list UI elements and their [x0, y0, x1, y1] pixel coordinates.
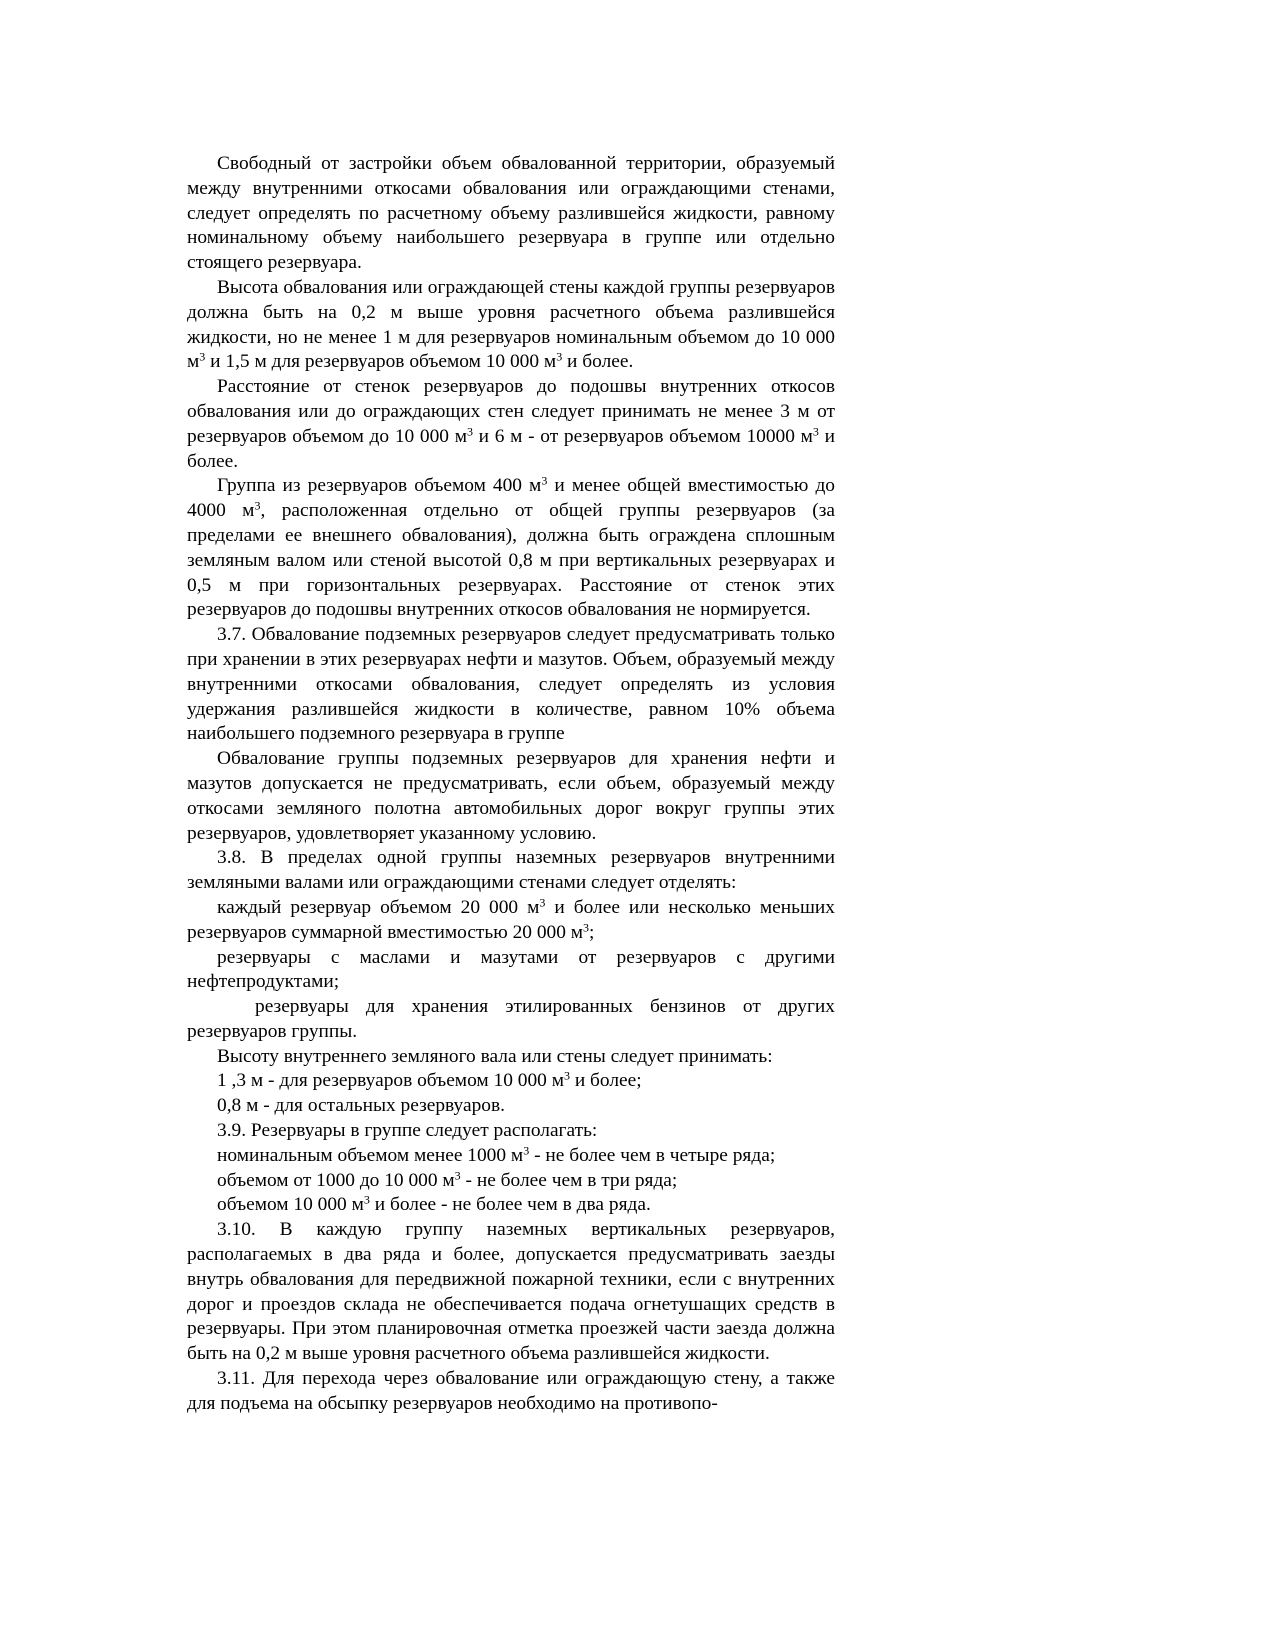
paragraph-underground-exemption: Обвалование группы подземных резервуаров для хранения нефти и мазутов допускается не предусматривать, если объем, образуемый между откосами земляного полотна автомобильных дорог вокруг группы этих резервуаров, удовлетворяет указанному условию. — [187, 748, 835, 844]
paragraph-section-3-11: 3.11. Для перехода через обвалование или ограждающую стену, а также для подъема на обсыпку резервуаров необходимо на противопо- — [187, 1368, 835, 1414]
superscript: 3 — [563, 1068, 570, 1083]
paragraph-section-3-8: 3.8. В пределах одной группы наземных резервуаров внутренними земляными валами или ограждающими стенами следует отделять: — [187, 847, 835, 894]
paragraph-wall-height-large: 1 ,3 м - для резервуаров объемом 10 000 $м^3$ и более; — [217, 1068, 642, 1092]
paragraph-wall-height-intro: Высоту внутреннего земляного вала или стены следует принимать: — [217, 1045, 773, 1067]
document-body — [187, 152, 835, 1417]
superscript: 3 — [556, 349, 563, 364]
paragraph-rows-three: объемом от 1000 до 10 000 $м^3$ - не более чем в три ряда; — [217, 1168, 678, 1191]
paragraph-embankment-height: Высота обвалования или ограждающей стены каждой группы резервуаров должна быть на 0,2 м выше уровня расчетного объема разлившейся жидкости, но не менее 1 м для резервуаров номинальным объемом до 10 000 $м^3$ и 1,5 м для резервуаров объемом 10 000 $м^3$ и более. — [187, 276, 835, 373]
paragraph-item-oil-tanks: резервуары с маслами и мазутами от резервуаров с другими нефтепродуктами; — [187, 946, 835, 993]
superscript: 3 — [812, 424, 819, 439]
paragraph-small-tank-group: Группа из резервуаров объемом 400 $м^3$ и менее общей вместимостью до 4000 $м^3$, расположенная отдельно от общей группы резервуаров (за пределами ее внешнего обвалования), должна быть ограждена сплошным земляным валом или стеной высотой 0,8 м при вертикальных резервуарах и 0,5 м при горизонтальных резервуарах. Расстояние от стенок этих резервуаров до подошвы внутренних откосов обвалования не нормируется. — [187, 473, 836, 621]
superscript: 3 — [539, 895, 546, 910]
superscript: 3 — [199, 349, 206, 364]
paragraph-rows-four: номинальным объемом менее 1000 $м^3$ - не более чем в четыре ряда; — [217, 1143, 776, 1166]
paragraph-rows-two: объемом 10 000 $м^3$ и более - не более чем в два ряда. — [217, 1192, 651, 1216]
paragraph-section-3-10: 3.10. В каждую группу наземных вертикальных резервуаров, располагаемых в два ряда и более, допускается предусматривать заезды внутрь обвалования для передвижной пожарной техники, если с внутренних дорог и проездов склада не обеспечивается подача огнетушащих средств в резервуары. При этом планировочная отметка проезжей части заезда должна быть на 0,2 м выше уровня расчетного объема разлившейся жидкости. — [187, 1219, 835, 1365]
superscript: 3 — [454, 1168, 461, 1183]
paragraph-wall-height-other: 0,8 м - для остальных резервуаров. — [217, 1095, 505, 1117]
superscript: 3 — [466, 424, 473, 439]
paragraph-section-3-7: 3.7. Обвалование подземных резервуаров следует предусматривать только при хранении в этих резервуарах нефти и мазутов. Объем, образуемый между внутренними откосами обвалования, следует определять из условия удержания разлившейся жидкости в количестве, равном 10% объема наибольшего подземного резервуара в группе — [187, 624, 835, 745]
superscript: 3 — [363, 1192, 370, 1207]
paragraph-tank-distance: Расстояние от стенок резервуаров до подошвы внутренних откосов обвалования или до ограждающих стен следует принимать не менее 3 м от резервуаров объемом до 10 000 $м^3$ и 6 м - от резервуаров объемом 10000 $м^3$ и более. — [187, 376, 835, 472]
superscript: 3 — [583, 920, 590, 935]
paragraph-section-3-9: 3.9. Резервуары в группе следует располагать: — [217, 1120, 598, 1142]
paragraph-item-leaded-gasoline: резервуары для хранения этилированных бензинов от других резервуаров группы. — [187, 996, 835, 1042]
paragraph-free-volume: Свободный от застройки объем обвалованной территории, образуемый между внутренними откосами обвалования или ограждающими стенами, следует определять по расчетному объему разлившейся жидкости, равному номинальному объему наибольшего резервуара в группе или отдельно стоящего резервуара. — [187, 153, 835, 274]
superscript: 3 — [541, 473, 548, 488]
superscript: 3 — [254, 498, 261, 513]
superscript: 3 — [523, 1143, 530, 1158]
paragraph-item-large-tanks: каждый резервуар объемом 20 000 $м^3$ и более или несколько меньших резервуаров суммарной вместимостью 20 000 $м^3$; — [187, 895, 835, 943]
